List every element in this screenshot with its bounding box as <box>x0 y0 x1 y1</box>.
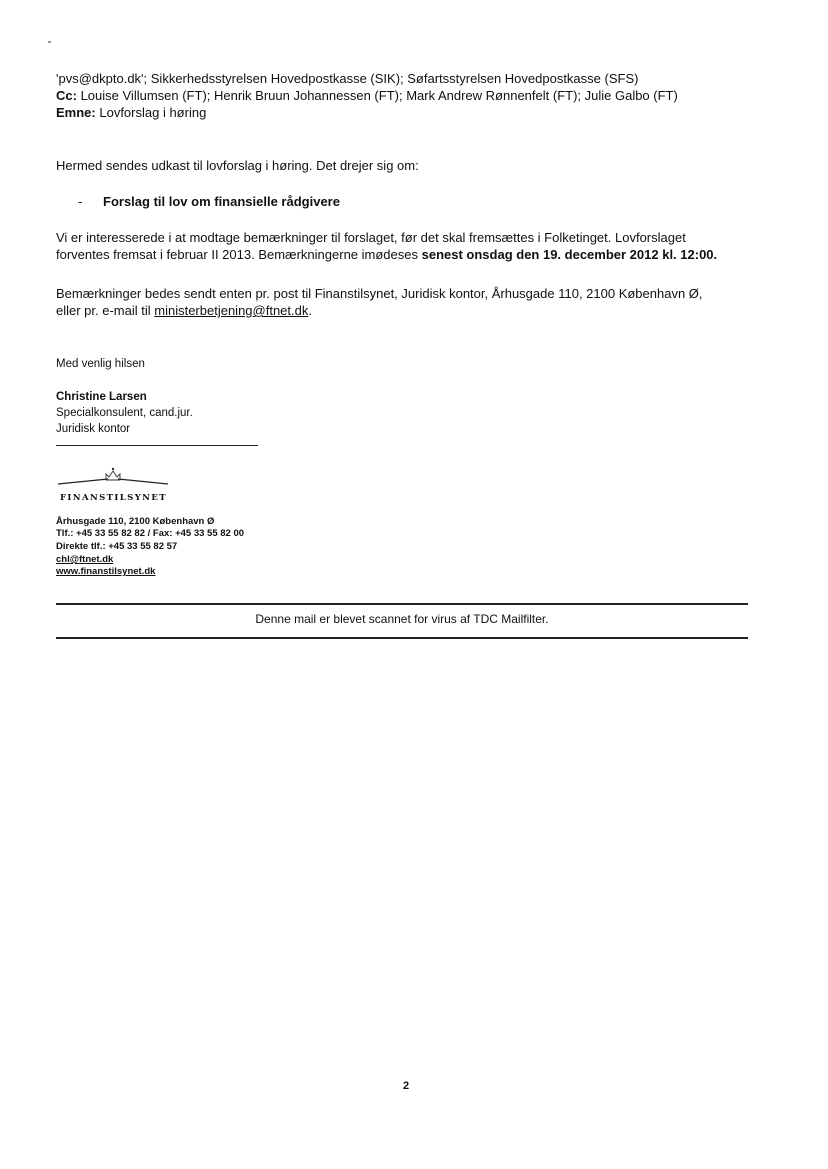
signer-email-link[interactable]: chl@ftnet.dk <box>56 554 114 565</box>
cc-line <box>56 87 678 104</box>
virus-notice: Denne mail er blevet scannet for virus af TDC Mailfilter. <box>255 612 549 626</box>
bullet-dash: - <box>78 194 83 209</box>
direct-phone: Direkte tlf.: +45 33 55 82 57 <box>56 541 178 552</box>
subject-line <box>56 104 206 121</box>
crown-icon <box>58 465 168 489</box>
subject-label: Emne: <box>56 105 96 120</box>
signature-divider <box>56 445 258 446</box>
paragraph-2-line-2-text: eller pr. e-mail til <box>56 303 155 318</box>
paragraph-2-line-1: Bemærkninger bedes sendt enten pr. post til Finanstilsynet, Juridisk kontor, Århusgade 110, 2100 København Ø, <box>56 286 703 301</box>
paragraph-1-line-2-text: forventes fremsat i februar II 2013. Bemærkningerne imødeses <box>56 247 422 262</box>
org-phone-fax: Tlf.: +45 33 55 82 82 / Fax: +45 33 55 82 00 <box>56 528 245 539</box>
paragraph-2-line-2 <box>56 302 312 319</box>
website-link[interactable]: www.finanstilsynet.dk <box>56 566 156 577</box>
bottom-footer-rule <box>56 637 748 639</box>
to-recipients-line: 'pvs@dkpto.dk'; Sikkerhedsstyrelsen Hovedpostkasse (SIK); Søfartsstyrelsen Hovedpostkasse (SFS) <box>56 71 639 86</box>
bullet-item-proposal: Forslag til lov om finansielle rådgivere <box>103 194 340 209</box>
finanstilsynet-logo <box>58 465 168 489</box>
intro-text: Hermed sendes udkast til lovforslag i høring. Det drejer sig om: <box>56 158 419 173</box>
org-address: Århusgade 110, 2100 København Ø <box>56 516 215 527</box>
cc-value: Louise Villumsen (FT); Henrik Bruun Johannessen (FT); Mark Andrew Rønnenfelt (FT); Julie Galbo (FT) <box>80 88 678 103</box>
top-footer-rule <box>56 603 748 605</box>
ministerbetjening-email-link[interactable]: ministerbetjening@ftnet.dk <box>154 303 309 318</box>
greeting: Med venlig hilsen <box>56 358 145 370</box>
signer-title: Specialkonsulent, cand.jur. <box>56 407 193 419</box>
page-number: 2 <box>402 1080 410 1092</box>
signer-department: Juridisk kontor <box>56 423 131 435</box>
org-logo-text: FINANSTILSYNET <box>60 493 167 503</box>
cc-label: Cc: <box>56 88 77 103</box>
paragraph-2-end: . <box>308 303 312 318</box>
paragraph-1-line-1: Vi er interesserede i at modtage bemærkninger til forslaget, før det skal fremsættes i Folketinget. Lovforslaget <box>56 230 686 245</box>
deadline-text: senest onsdag den 19. december 2012 kl. 12:00. <box>421 247 718 262</box>
scan-speck <box>48 41 51 43</box>
subject-value: Lovforslag i høring <box>99 105 207 120</box>
signer-name: Christine Larsen <box>56 391 147 403</box>
paragraph-1-line-2 <box>56 246 717 263</box>
